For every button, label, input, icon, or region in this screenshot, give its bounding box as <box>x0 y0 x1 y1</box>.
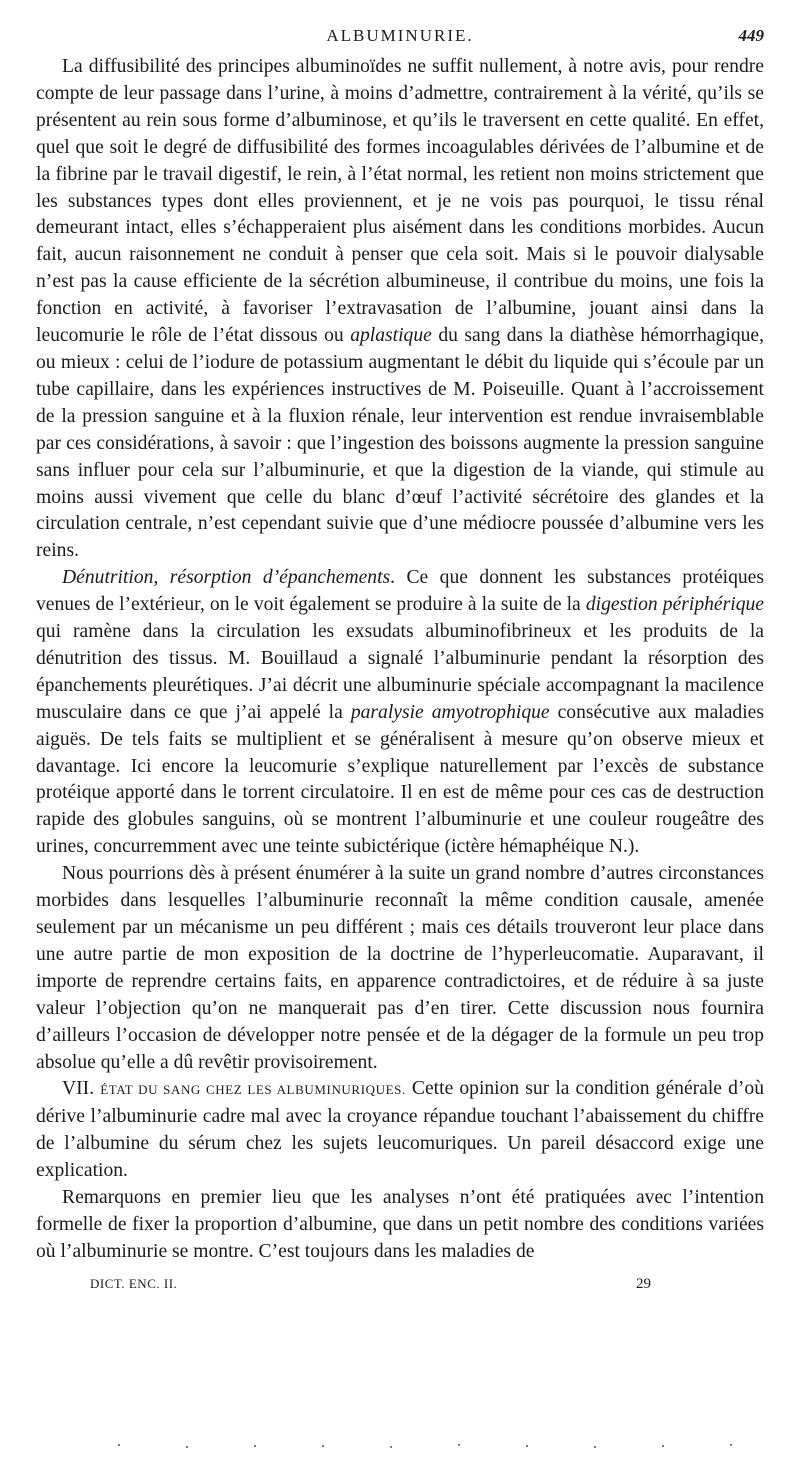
text-run: qui ramène dans la circulation les exsudats albuminofibrineux et les produits de la dénutrition des tissus. M. Bouillaud a signalé l’albuminurie pendant la résorption des épanchements pleurétiques. J’ai décrit une albuminurie spéciale accompagnant la macilence musculaire dans ce que j’ai appelé la <box>36 621 764 723</box>
page-footer <box>36 1276 764 1300</box>
paragraph <box>36 1185 764 1266</box>
text-run: . Ce que donnent les substances protéiques venues de l’extérieur, on le voit également se produire à la suite de la <box>36 567 764 616</box>
section-heading: ÉTAT DU SANG CHEZ LES ALBUMINURIQUES. <box>100 1082 406 1098</box>
paper-specks <box>0 1440 800 1450</box>
page-number: 449 <box>738 26 764 45</box>
paragraph <box>36 54 764 565</box>
sheet-number: 29 <box>636 1275 651 1292</box>
book-page <box>36 26 764 1300</box>
paragraph <box>36 861 764 1076</box>
italic-text: paralysie amyotrophique <box>350 701 550 723</box>
running-title: ALBUMINURIE. <box>326 26 474 45</box>
italic-text: aplastique <box>350 325 432 347</box>
italic-text: digestion périphérique <box>585 594 764 616</box>
italic-text: Dénutrition <box>62 567 154 589</box>
italic-text: résorption d’épanchements <box>169 567 391 589</box>
paragraph <box>36 565 764 861</box>
signature-mark: DICT. ENC. II. <box>90 1275 178 1291</box>
text-run: La diffusibilité des principes albuminoïdes ne suffit nullement, à notre avis, pour rendre compte de leur passage dans l’urine, à moins d’admettre, contrairement à la vérité, qu’ils se présentent au rein sous forme d’albuminose, et qu’ils le traversent en cette qualité. En effet, quel que soit le degré de diffusibilité des formes incoagulables dérivées de l’albumine et de la fibrine par le travail digestif, le rein, à l’état normal, les retient non moins strictement que les substances types dont elles proviennent, et je ne vois pas pourquoi, le tissu rénal demeurant intact, elles s’échapperaient plus aisément dans les conditions morbides. Aucun fait, aucun raisonnement ne conduit à penser que cela soit. Mais si le pouvoir dialysable n’est pas la cause efficiente de la sécrétion albumineuse, il contribue du moins, une fois la fonction en activité, à favoriser l’extravasation de l’albumine, jouant ainsi dans la leucomurie le rôle de l’état dissous ou <box>36 56 764 347</box>
running-head <box>36 26 764 54</box>
text-run: VII. <box>62 1078 101 1100</box>
text-run: consécutive aux maladies aiguës. De tels faits se multiplient et se généralisent à mesure qu’on observe mieux et davantage. Ici encore la leucomurie s’explique naturellement par l’excès de substance protéique apporté dans le torrent circulatoire. Il en est de même pour ces cas de destruction rapide des globules sanguins, où se montrent l’albuminurie et une couleur rougeâtre des urines, concurremment avec une teinte subictérique (ictère hémaphéique N.). <box>36 701 764 858</box>
text-run: Cette opinion sur la condition générale d’où dérive l’albuminurie cadre mal avec la croyance répandue touchant l’abaissement du chiffre de l’albumine du sérum chez les sujets leucomuriques. Un pareil désaccord exige une explication. <box>36 1078 765 1182</box>
paragraph <box>36 1076 764 1185</box>
text-run: Nous pourrions dès à présent énumérer à la suite un grand nombre d’autres circonstances morbides dans lesquelles l’albuminurie reconnaît la même condition causale, amenée seulement par un mécanisme un peu différent ; mais ces détails trouveront leur place dans une autre partie de mon exposition de la doctrine de l’hyperleucomatie. Auparavant, il importe de reprendre certains faits, en apparence contradictoires, et de réduire à sa juste valeur l’objection qu’on ne manquerait pas d’en tirer. Cette discussion nous fournira d’ailleurs l’occasion de développer notre pensée et de la dégager de la formule un peu trop absolue qu’elle a dû revêtir provisoirement. <box>36 863 764 1073</box>
text-run: , <box>153 567 170 589</box>
text-run: Remarquons en premier lieu que les analyses n’ont été pratiquées avec l’intention formelle de fixer la proportion d’albumine, que dans un petit nombre des conditions variées où l’albuminurie se montre. C’est toujours dans les maladies de <box>36 1187 764 1262</box>
body-text <box>36 54 764 1266</box>
text-run: du sang dans la diathèse hémorrhagique, ou mieux : celui de l’iodure de potassium augmentant le débit du liquide qui s’écoule par un tube capillaire, dans les expériences instructives de M. Poiseuille. Quant à l’accroissement de la pression sanguine et à la fluxion rénale, leur intervention est rendue invraisemblable par ces considérations, à savoir : que l’ingestion des boissons augmente la pression sanguine sans influer pour cela sur l’albuminurie, et que la digestion de la viande, qui stimule au moins aussi vivement que celle du blanc d’œuf l’activité sécrétoire des glandes et la circulation centrale, n’est cependant suivie que d’une médiocre poussée d’albumine vers les reins. <box>36 325 765 562</box>
